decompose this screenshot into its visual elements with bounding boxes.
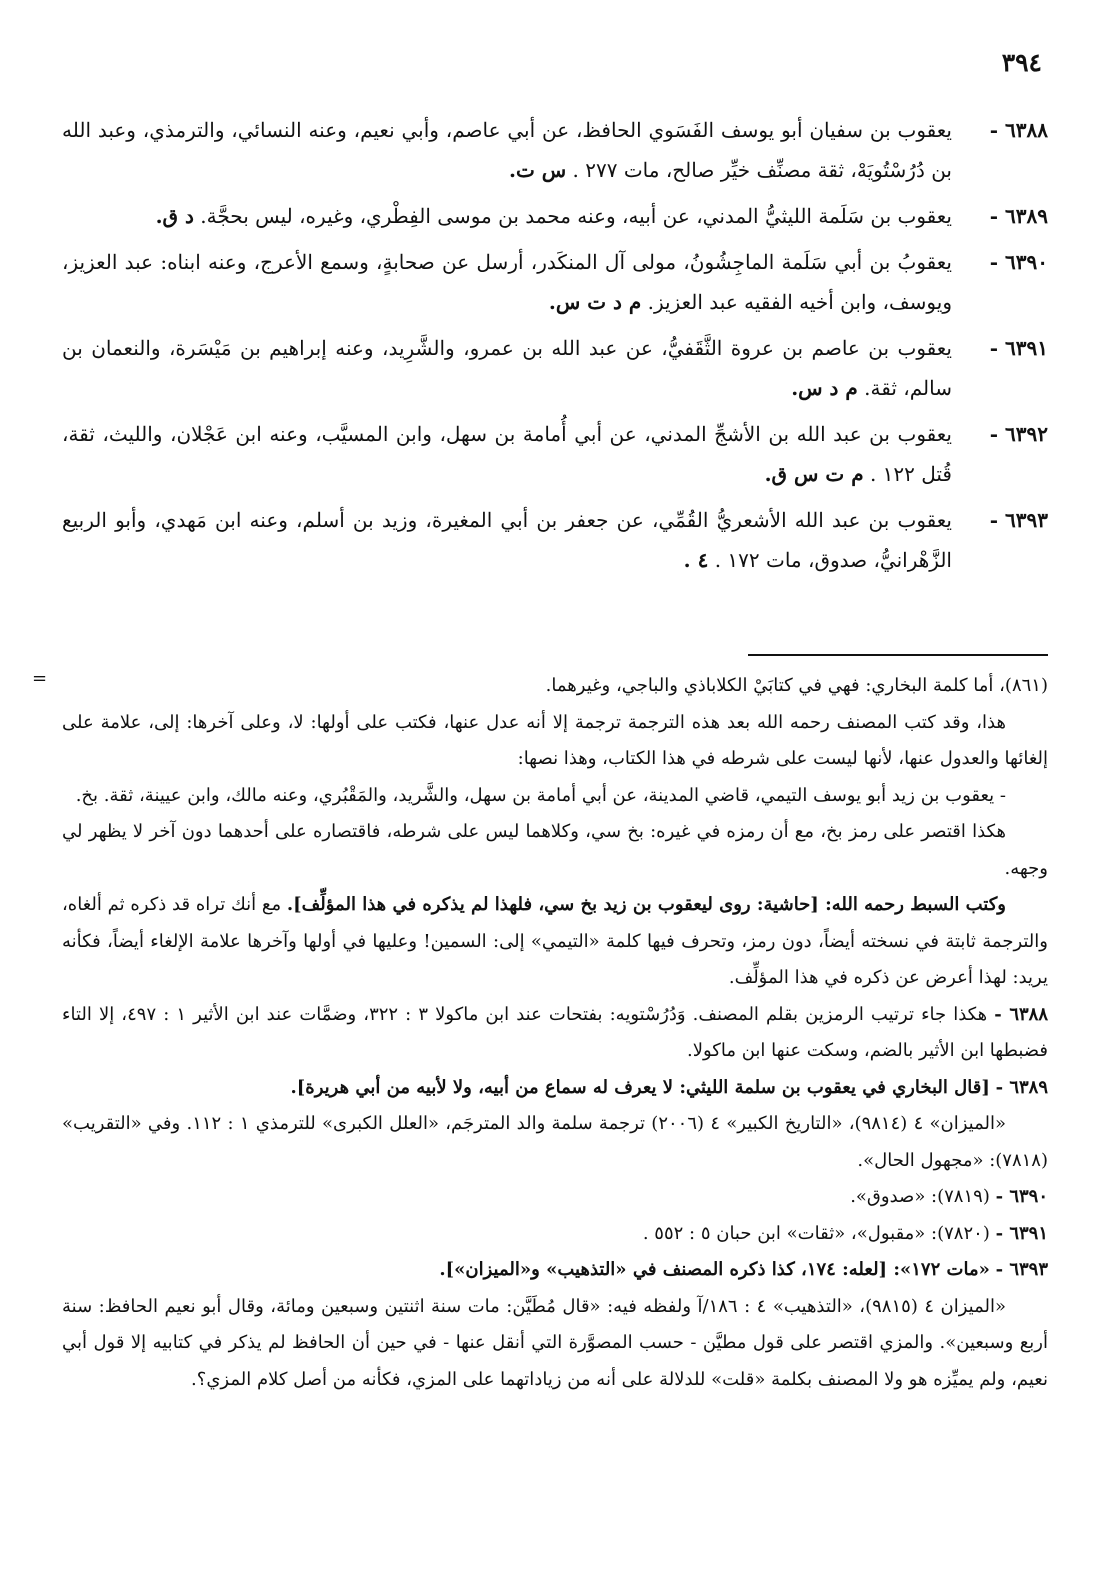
entry-symbols: م د ت س. — [548, 290, 642, 314]
entry-text: يعقوب بن عبد الله بن الأشجِّ المدني، عن أبي أُمامة بن سهل، وابن المسيَّب، وعنه ابن عَجْلان، والليث، ثقة، قُتل ١٢٢ . — [62, 422, 952, 486]
entry-symbols: ٤ . — [683, 548, 709, 572]
footnote-text: (٧٨٢٠): «مقبول»، «ثقات» ابن حبان ٥ : ٥٥٢ . — [642, 1222, 990, 1244]
footnote-text: (٧٨١٩): «صدوق». — [850, 1186, 990, 1207]
entry-number: ٦٣٨٩ - — [989, 204, 1048, 228]
footnote-6391 — [62, 1216, 1048, 1253]
footnote-number: ٦٣٩٣ - — [995, 1259, 1048, 1280]
footnote-text: [قال البخاري في يعقوب بن سلمة الليثي: لا يعرف له سماع من أبيه، ولا لأبيه من أبي هريرة]. — [290, 1076, 990, 1098]
footnote-paragraph — [62, 887, 1048, 997]
entry-6390 — [62, 242, 1048, 322]
footnote-text: مع أنك تراه قد ذكره ثم ألغاه، والترجمة ثابتة في نسخته أيضاً، دون رمز، وتحرف فيها كلمة «التيمي» إلى: السمين! وعليها في أولها وآخرها علامة الإلغاء أيضاً، فكأنه يريد: لهذا أعرض عن ذكره في هذا المؤلِّف. — [62, 894, 1048, 988]
entry-symbols: د ق. — [155, 204, 194, 228]
continuation-mark: = — [32, 668, 48, 689]
entry-number: ٦٣٩٣ - — [989, 508, 1048, 532]
footnote-divider — [748, 654, 1048, 656]
footnote-paragraph: هكذا اقتصر على رمز بخ، مع أن رمزه في غيره: بخ سي، وكلاهما ليس على شرطه، فاقتصاره على أحدهما دون آخر لا يظهر لي وجهه. — [62, 821, 1048, 879]
footnote-continuation — [32, 668, 1048, 705]
entry-6389 — [62, 196, 1048, 236]
entry-symbols: م ت س ق. — [764, 462, 864, 486]
entry-text: يعقوب بن عبد الله الأشعريُّ القُمِّي، عن جعفر بن أبي المغيرة، وزيد بن أسلم، وعنه ابن مَهدي، وأبو الربيع الزَّهْرانيُّ، صدوق، مات ١٧٢ . — [62, 508, 952, 572]
entry-6388 — [62, 110, 1048, 190]
entry-6391 — [62, 328, 1048, 408]
footnotes-section — [32, 668, 1048, 1398]
footnote-margin-note: وكتب السبط رحمه الله: [حاشية: روى ليعقوب بن زيد بخ سي، فلهذا لم يذكره في هذا المؤلِّف]. — [286, 894, 1006, 915]
entries-list — [62, 110, 1048, 586]
footnote-number: ٦٣٩١ - — [995, 1222, 1048, 1244]
footnote-6388 — [62, 997, 1048, 1070]
footnote-number: ٦٣٩٠ - — [995, 1186, 1048, 1207]
entry-text: يعقوبُ بن أبي سَلَمة الماجِشُونُ، مولى آل المنكَدر، أرسل عن صحابةٍ، وسمع الأعرج، وعنه ابناه: عبد العزيز، ويوسف، وابن أخيه الفقيه عبد العزيز. — [62, 250, 952, 314]
footnote-quote: - يعقوب بن زيد أبو يوسف التيمي، قاضي المدينة، عن أبي أمامة بن سهل، والشَّريد، والمَقْبُري، وعنه مالك، وابن عيينة، ثقة. بخ. — [75, 784, 1006, 806]
entry-6392 — [62, 414, 1048, 494]
entry-symbols: س ت. — [508, 158, 567, 182]
entry-text: يعقوب بن سفيان أبو يوسف الفَسَوي الحافظ، عن أبي عاصم، وأبي نعيم، وعنه النسائي، والترمذي، وعبد الله بن دُرُسْتُويَهْ، ثقة مصنِّف خيِّر صالح، مات ٢٧٧ . — [62, 118, 952, 182]
footnote-6389-refs: «الميزان» ٤ (٩٨١٤)، «التاريخ الكبير» ٤ (٢٠٠٦) ترجمة سلمة والد المترجَم، «العلل الكبرى» للترمذي ١ : ١١٢. وفي «التقريب» (٧٨١٨): «مجهول الحال». — [62, 1113, 1048, 1171]
entry-text: يعقوب بن عاصم بن عروة الثَّقَفيُّ، عن عبد الله بن عمرو، والشَّرِيد، وعنه إبراهيم بن مَيْسَرة، والنعمان بن سالم، ثقة. — [62, 336, 952, 400]
entry-number: ٦٣٩١ - — [989, 336, 1048, 360]
footnote-paragraph: هذا، وقد كتب المصنف رحمه الله بعد هذه الترجمة ترجمة إلا أنه عدل عنها، فكتب على أولها: لا، وعلى آخرها: إلى، علامة على إلغائها والعدول عنها، لأنها ليست على شرطه في هذا الكتاب، وهذا نصها: — [62, 711, 1048, 769]
footnote-6393-refs: «الميزان ٤ (٩٨١٥)، «التذهيب» ٤ : ١٨٦/آ ولفظه فيه: «قال مُطَيَّن: مات سنة اثنتين وسبعين ومائة، وقال أبو نعيم الحافظ: سنة أربع وسبعين». والمزي اقتصر على قول مطيَّن - حسب المصوَّرة التي أنقل عنها - في حين أن الحافظ لم يذكر في كتابيه إلا قول أبي نعيم، ولم يميِّزه هو ولا المصنف بكلمة «قلت» للدلالة على أنه من زياداتهما على المزي، فكأنه من أصل كلام المزي؟. — [62, 1295, 1048, 1390]
footnote-text: هكذا جاء ترتيب الرمزين بقلم المصنف. وَدُرُسْتويه: بفتحات عند ابن ماكولا ٣ : ٣٢٢، وضمَّات عند ابن الأثير ١ : ٤٩٧، إلا التاء فضبطها ابن الأثير بالضم، وسكت عنها ابن ماكولا. — [62, 1003, 1048, 1061]
footnote-6393 — [62, 1252, 1048, 1289]
footnote-6389 — [62, 1070, 1048, 1107]
footnote-paragraph: (٨٦١)، أما كلمة البخاري: فهي في كتابَيْ الكلاباذي والباجي، وغيرهما. — [545, 675, 1048, 696]
entry-symbols: م د س. — [791, 376, 858, 400]
footnote-number: ٦٣٨٩ - — [995, 1076, 1048, 1098]
entry-text: يعقوب بن سَلَمة الليثيُّ المدني، عن أبيه، وعنه محمد بن موسى الفِطْري، وغيره، ليس بحجَّة. — [200, 204, 952, 228]
entry-number: ٦٣٩٠ - — [989, 250, 1048, 274]
entry-number: ٦٣٩٢ - — [989, 422, 1048, 446]
footnote-number: ٦٣٨٨ - — [994, 1003, 1048, 1025]
footnote-text: «مات ١٧٢»: [لعله: ١٧٤، كذا ذكره المصنف في «التذهيب» و«الميزان»]. — [439, 1259, 990, 1280]
footnote-6390 — [62, 1179, 1048, 1216]
page-number: ٣٩٤ — [1001, 48, 1042, 77]
entry-6393 — [62, 500, 1048, 580]
entry-number: ٦٣٨٨ - — [989, 118, 1048, 142]
